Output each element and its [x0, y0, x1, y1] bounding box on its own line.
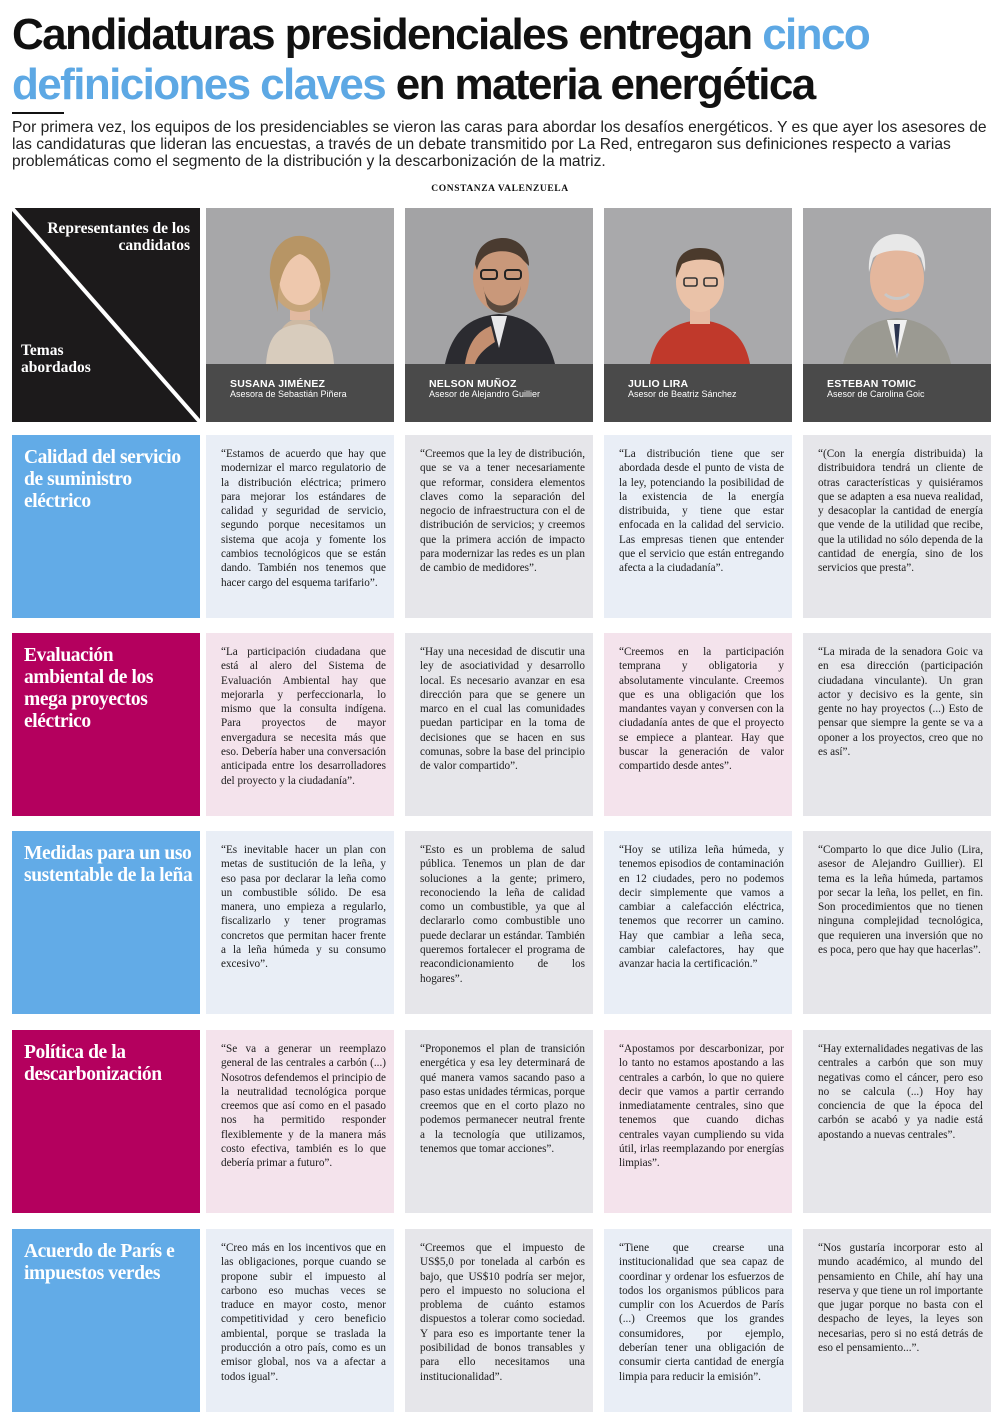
- quote-cell: [604, 1030, 792, 1213]
- headline: [12, 10, 988, 110]
- quote-text: “(Con la energía distribuida) la distribuidora tendrá un cliente de otras características y quisiéramos que se adapten a esa nueva realidad, y desacoplar la cantidad de energía que vende de la utilidad que recibe, que la utilidad no sólo dependa de la cantidad de energía, sino de los servicios que presta”.: [818, 448, 983, 575]
- quote-text: “Proponemos el plan de transición energética y esa ley determinará de qué manera vamos sacando paso a paso estas unidades térmicas, porque creemos que en el corto plazo no podemos permanecer neutral frente a la tecnología que utilizamos, tenemos que tomar acciones”.: [420, 1043, 585, 1156]
- portrait-photo: [803, 208, 991, 364]
- quote-text: “Hay una necesidad de discutir una ley de asociatividad y desarrollo local. Es necesario avanzar en esa dirección para que se genere un marco en el cual las comunidades puedan participar en la toma de decisiones que se hacen en sus comunas, sobre la base del principio de valor compartido”.: [420, 646, 585, 773]
- representantes-label: Representantes de los candidatos: [47, 220, 190, 254]
- person-role: Asesora de Sebastián Piñera: [230, 389, 347, 399]
- topic-cell-paris: [12, 1229, 200, 1412]
- topic-title: Calidad del servicio de suministro eléctrico: [24, 447, 181, 512]
- quote-cell: [405, 633, 593, 816]
- quote-cell: [604, 633, 792, 816]
- quote-cell: [206, 1030, 394, 1213]
- person-role: Asesor de Beatriz Sánchez: [628, 389, 737, 399]
- person-name: ESTEBAN TOMIC: [827, 378, 917, 390]
- quote-cell: [206, 1229, 394, 1412]
- headline-rule: [12, 112, 64, 114]
- topic-title: Acuerdo de París e impuestos verdes: [24, 1241, 175, 1284]
- quote-cell: [604, 435, 792, 618]
- headline-part1: Candidaturas presidenciales entregan: [12, 10, 763, 59]
- topic-cell-evaluacion: [12, 633, 200, 816]
- quote-text: “Creemos en la participación temprana y obligatoria y absolutamente vinculante. Creemos que es una obligación que los mandantes vayan y conversen con la ciudadanía antes de que el proyecto se empiece a plantear. Hay que buscar la generación de valor compartido desde antes”.: [619, 646, 784, 773]
- topic-title: Medidas para un uso sustentable de la leña: [24, 843, 193, 886]
- quote-text: “Creo más en los incentivos que en las obligaciones, porque cuando se propone subir el impuesto al carbono eso muchas veces se traduce en mayor costo, menor competitividad y cero beneficio ambiental, porque se traslada la producción a otro país, como es un emisor global, nos va a afectar a todos igual”.: [221, 1242, 386, 1383]
- topic-title: Evaluación ambiental de los mega proyectos eléctrico: [24, 645, 154, 732]
- portrait-photo: [206, 208, 394, 364]
- person-card-2: [405, 208, 593, 422]
- quote-text: “Estamos de acuerdo que hay que modernizar el marco regulatorio de la distribución eléctrica; primero para mejorar los estándares de calidad y seguridad de servicio, segundo porque necesitamos un sistema que acoja y fomente los cambios tecnológicos que se están dando. También nos tenemos que hacer cargo del esquema tarifario”.: [221, 448, 386, 589]
- person-card-3: [604, 208, 792, 422]
- quote-cell: [405, 1229, 593, 1412]
- lede: Por primera vez, los equipos de los presidenciables se vieron las caras para abordar los desafíos energéticos. Y es que ayer los asesores de las candidaturas que lideran las encuestas, a través de un debate transmitido por La Red, entregaron sus definiciones respecto a varias problemáticas como el segmento de la distribución y la descarbonización de la matriz.: [12, 119, 987, 170]
- quote-text: “Esto es un problema de salud pública. Tenemos un plan de dar soluciones a la gente; primero, reconociendo la leña de calidad como un combustible, ya que al declararlo como combustible uno puede declarar un estándar. También queremos fortalecer el programa de reacondicionamiento de los hogares”.: [420, 844, 585, 985]
- quote-text: “Hay externalidades negativas de las centrales a carbón que son muy negativas como el cáncer, pero eso no se calcula (...) Hoy hay conciencia de que la época del carbón se acabó y ya nadie está apostando a nuevas centrales”.: [818, 1043, 983, 1141]
- quote-text: “Se va a generar un reemplazo general de las centrales a carbón (...) Nosotros defendemos el principio de la neutralidad tecnológica porque creemos que así como en el pasado nos ha permitido responder flexiblemente y de la manera más costo efectiva, también es lo que debería primar a futuro”.: [221, 1043, 386, 1170]
- quote-text: “La participación ciudadana que está al alero del Sistema de Evaluación Ambiental hay que mejorarla y perfeccionarla, lo mismo que la consulta indígena. Para proyectos de mayor envergadura se necesita más que eso. Debería haber una conversación anticipada entre los desarrolladores del proyecto y la ciudadanía”.: [221, 646, 386, 787]
- temas-label: Temas abordados: [21, 342, 91, 376]
- quote-cell: [405, 1030, 593, 1213]
- person-role: Asesor de Alejandro Guillier: [429, 389, 541, 399]
- person-card-1: [206, 208, 394, 422]
- corner-header-cell: [12, 208, 200, 422]
- quote-cell: [803, 1030, 991, 1213]
- portrait-photo: [604, 208, 792, 364]
- quote-cell: [604, 1229, 792, 1412]
- headline-highlight: cinco definiciones claves: [12, 10, 870, 109]
- quote-text: “Creemos que el impuesto de US$5,0 por tonelada al carbón es bajo, que US$10 podría ser mejor, pero el impuesto no soluciona el problema de cuánto estamos dispuestos a tolerar como sociedad. Y para eso es importante tener la posibilidad de bonos transables y para ello necesitamos una institucionalidad”.: [420, 1242, 585, 1383]
- quote-cell: [803, 831, 991, 1014]
- quote-cell: [604, 831, 792, 1014]
- person-role: Asesor de Carolina Goic: [827, 389, 925, 399]
- topic-title: Política de la descarbonización: [24, 1042, 162, 1085]
- quote-text: “Tiene que crearse una institucionalidad que sea capaz de coordinar y ordenar los esfuerzos de todos los organismos públicos para cumplir con los Acuerdos de París (...) Creemos que los grandes consumidores, por ejemplo, deberían tener una obligación de consumir cierta cantidad de energía limpia para reducir la emisión”.: [619, 1242, 784, 1383]
- quote-text: “La mirada de la senadora Goic va en esa dirección (participación ciudadana vinculante). Un gran actor y decisivo es la gente, sin gente no hay proyectos (...) Esto de pensar que siempre la gente se va a oponer a los proyectos, creo que no es así”.: [818, 646, 983, 759]
- quote-cell: [803, 435, 991, 618]
- quote-cell: [206, 633, 394, 816]
- person-card-4: [803, 208, 991, 422]
- quote-text: “Es inevitable hacer un plan con metas de sustitución de la leña, y eso pasa por declarar la leña como un combustible sólido. De esa manera, uno empieza a regularlo, fiscalizarlo y tener programas concretos que permitan hacer frente a la leña húmeda y su consumo excesivo”.: [221, 844, 386, 971]
- quote-cell: [206, 435, 394, 618]
- headline-part2: en materia energética: [385, 60, 815, 109]
- quote-cell: [803, 633, 991, 816]
- topic-cell-descarbonizacion: [12, 1030, 200, 1213]
- topic-cell-calidad: [12, 435, 200, 618]
- topic-cell-lena: [12, 831, 200, 1014]
- quote-cell: [405, 435, 593, 618]
- quote-cell: [803, 1229, 991, 1412]
- quote-text: “Comparto lo que dice Julio (Lira, asesor de Alejandro Guillier). El tema es la leña húmeda, partamos por secar la leña, los pellet, en fin. Son procedimientos que no tienen ninguna complejidad tecnológica, que requieren una inversión que no es poca, pero que hay que hacerlas”.: [818, 844, 983, 957]
- quote-text: “Creemos que la ley de distribución, que se va a tener necesariamente que reformar, considera elementos claves como la separación del negocio de infraestructura con el de distribución de servicios; y creemos que la primera acción de impacto para modernizar las redes es un plan de cambio de medidores”.: [420, 448, 585, 575]
- portrait-photo: [405, 208, 593, 364]
- quote-cell: [405, 831, 593, 1014]
- quote-text: “Nos gustaría incorporar esto al mundo académico, al mundo del pensamiento en Chile, ahí hay una reserva y que tiene un rol importante que jugar porque no basta con el despacho de leyes, la leyes son necesarias, pero si no está detrás de eso el pensamiento...”.: [818, 1242, 983, 1355]
- person-name: NELSON MUÑOZ: [429, 378, 517, 390]
- byline: CONSTANZA VALENZUELA: [431, 184, 569, 194]
- person-name: SUSANA JIMÉNEZ: [230, 378, 326, 390]
- quote-cell: [206, 831, 394, 1014]
- person-name: JULIO LIRA: [628, 378, 689, 390]
- quote-text: “Apostamos por descarbonizar, por lo tanto no estamos apostando a las centrales a carbón, lo que no quiere decir que vamos a partir cerrando inmediatamente centrales, sino que tenemos que cuando dichas centrales vayan cumpliendo su vida útil, irlas reemplazando por energías limpias”.: [619, 1043, 784, 1170]
- quote-text: “La distribución tiene que ser abordada desde el punto de vista de la ley, potenciando la posibilidad de la existencia de la energía distribuida, y tiene que estar enfocada en la calidad del servicio. Las empresas tienen que entender que el servicio que están entregando afecta a la ciudadanía”.: [619, 448, 784, 575]
- quote-text: “Hoy se utiliza leña húmeda, y tenemos episodios de contaminación en 12 ciudades, pero no podemos decir simplemente que vamos a cambiar a calefacción eléctrica, tenemos que recorrer un camino. Hay que cambiar a leña seca, cambiar calefactores, hay que avanzar hacia la certificación.”: [619, 844, 784, 971]
